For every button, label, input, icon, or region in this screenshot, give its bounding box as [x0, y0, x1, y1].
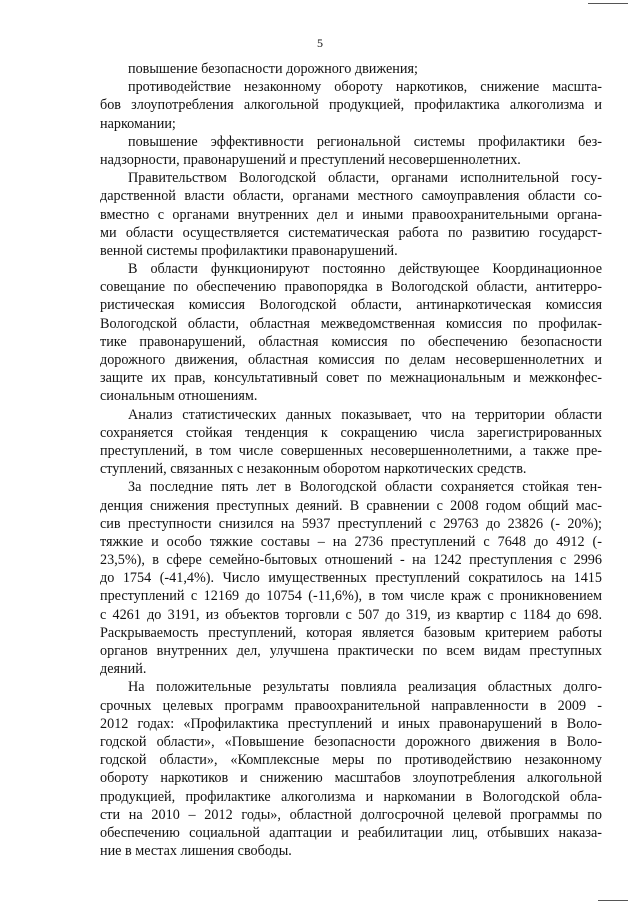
- text-line: противодействие незаконному обороту наркотиков, снижение масшта-: [128, 79, 602, 96]
- text-line: 2012 годах: «Профилактика преступлений и иных правонарушений в Воло-: [100, 715, 602, 732]
- text-line: срочных целевых программ правоохранительной направленности в 2009 -: [100, 697, 602, 714]
- scan-mark-top-right: [588, 3, 628, 4]
- page-number: 5: [317, 36, 323, 50]
- text-line: Анализ статистических данных показывает, что на территории области: [128, 406, 602, 423]
- text-line: защите их прав, консультативный совет по межнациональным и межконфес-: [100, 370, 602, 387]
- text-line: тяжкие и особо тяжкие составы – на 2736 преступлений с 7648 до 4912 (-: [100, 533, 602, 550]
- text-line: совещание по обеспечению правопорядка в Вологодской области, антитерро-: [100, 279, 602, 296]
- text-line: повышение эффективности региональной системы профилактики без-: [128, 133, 602, 150]
- text-line: деяний.: [100, 661, 147, 678]
- text-line: органов внутренних дел, улучшена практически по всем видам преступных: [100, 643, 602, 659]
- text-line: На положительные результаты повлияла реализация областных долго-: [128, 679, 602, 696]
- text-line: годской области», «Повышение безопасности дорожного движения в Воло-: [100, 733, 602, 750]
- text-line: ступлений, связанных с незаконным оборотом наркотических средств.: [100, 461, 527, 478]
- text-line: сив преступности снизился на 5937 преступлений с 29763 до 23826 (- 20%);: [100, 515, 602, 532]
- text-line: денция снижения преступных деяний. В сравнении с 2008 годом общий мас-: [100, 497, 602, 514]
- text-line: сохраняется стойкая тенденция к сокращению числа зарегистрированных: [100, 424, 602, 441]
- text-line: 23,5%), в сфере семейно-бытовых отношений - на 1242 преступления с 2996: [100, 552, 602, 569]
- text-line: обеспечению социальной адаптации и реабилитации лиц, отбывших наказа-: [100, 824, 602, 841]
- text-line: надзорности, правонарушений и преступлений несовершеннолетних.: [100, 151, 521, 168]
- text-line: бов злоупотребления алкогольной продукцией, профилактика алкоголизма и: [100, 97, 602, 114]
- text-line: В области функционируют постоянно действующее Координационное: [128, 261, 602, 278]
- text-line: с 4261 до 3191, из объектов торговли с 507 до 319, из квартир с 1184 до 698.: [100, 606, 602, 623]
- text-line: дорожного движения, областная комиссия по делам несовершеннолетних и: [100, 352, 602, 368]
- text-line: годской области», «Комплексные меры по противодействию незаконному: [100, 752, 602, 769]
- text-line: венной системы профилактики правонарушений.: [100, 242, 398, 259]
- text-line: Раскрываемость преступлений, которая является базовым критерием работы: [100, 624, 602, 641]
- text-line: Вологодской области, областная межведомственная комиссия по профилак-: [100, 315, 602, 332]
- text-line: повышение безопасности дорожного движения;: [128, 61, 418, 77]
- text-line: ми области осуществляется систематическая работа по развитию государст-: [100, 224, 602, 241]
- text-line: тике правонарушений, областная комиссия по обеспечению безопасности: [100, 333, 602, 350]
- text-line: сти на 2010 – 2012 годы», областной долгосрочной целевой программы по: [100, 806, 602, 823]
- text-line: наркомании;: [100, 115, 176, 132]
- text-line: сиональным отношениям.: [100, 388, 258, 405]
- text-line: вместно с органами внутренних дел и иными правоохранительными органа-: [100, 206, 602, 223]
- document-body: [100, 60, 602, 860]
- text-line: дарственной власти области, органами местного самоуправления области со-: [100, 188, 602, 205]
- text-line: обороту наркотиков и снижению масштабов злоупотребления алкогольной: [100, 770, 602, 787]
- text-line: ние в местах лишения свободы.: [100, 843, 292, 860]
- text-line: преступлений, в том числе совершенных несовершеннолетними, а также пре-: [100, 442, 602, 459]
- text-line: продукцией, профилактике алкоголизма и наркомании в Вологодской обла-: [100, 788, 602, 805]
- text-line: до 1754 (-41,4%). Число имущественных преступлений сократилось на 1415: [100, 570, 602, 587]
- scan-mark-bottom-right: [598, 900, 628, 901]
- text-line: ристическая комиссия Вологодской области, антинаркотическая комиссия: [100, 297, 602, 314]
- text-line: За последние пять лет в Вологодской области сохраняется стойкая тен-: [128, 479, 602, 496]
- text-line: преступлений с 12169 до 10754 (-11,6%), в том числе краж с проникновением: [100, 588, 602, 605]
- text-line: Правительством Вологодской области, органами исполнительной госу-: [128, 170, 602, 187]
